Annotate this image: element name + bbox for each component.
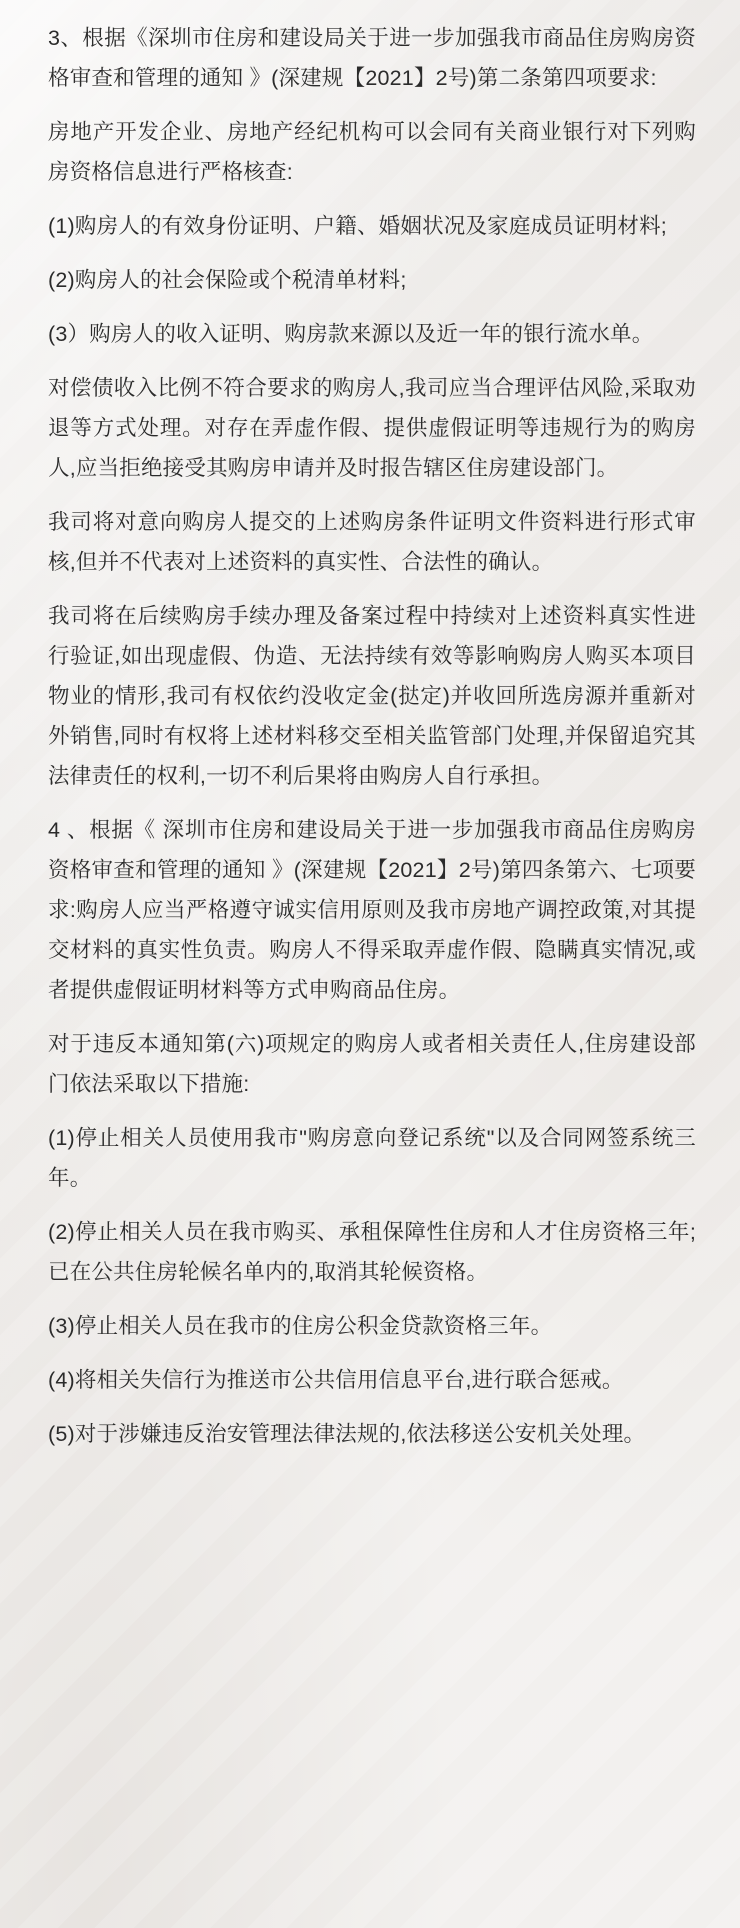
paragraph: 对偿债收入比例不符合要求的购房人,我司应当合理评估风险,采取劝退等方式处理。对存在弄虚作假、提供虚假证明等违规行为的购房人,应当拒绝接受其购房申请并及时报告辖区住房建设部门。 [48, 376, 696, 480]
paragraph: 对于违反本通知第(六)项规定的购房人或者相关责任人,住房建设部门依法采取以下措施: [48, 1032, 696, 1096]
paragraph: (2)购房人的社会保险或个税清单材料; [48, 268, 407, 292]
paragraph: (4)将相关失信行为推送市公共信用信息平台,进行联合惩戒。 [48, 1368, 624, 1392]
paragraph: 房地产开发企业、房地产经纪机构可以会同有关商业银行对下列购房资格信息进行严格核查: [48, 120, 696, 184]
paragraph: (3）购房人的收入证明、购房款来源以及近一年的银行流水单。 [48, 322, 654, 346]
paragraph: (5)对于涉嫌违反治安管理法律法规的,依法移送公安机关处理。 [48, 1422, 646, 1446]
paragraph: (2)停止相关人员在我市购买、承租保障性住房和人才住房资格三年; 已在公共住房轮候名单内的,取消其轮候资格。 [48, 1220, 696, 1284]
paragraph: 4 、根据《 深圳市住房和建设局关于进一步加强我市商品住房购房资格审查和管理的通知 》(深建规【2021】2号)第四条第六、七项要求:购房人应当严格遵守诚实信用原则及我市房地产调控政策,对其提交材料的真实性负责。购房人不得采取弄虚作假、隐瞒真实情况,或者提供虚假证明材料等方式申购商品住房。 [48, 818, 696, 1002]
paragraph: (1)停止相关人员使用我市"购房意向登记系统"以及合同网签系统三年。 [48, 1126, 696, 1190]
paragraph: 3、根据《深圳市住房和建设局关于进一步加强我市商品住房购房资格审查和管理的通知 》(深建规【2021】2号)第二条第四项要求: [48, 26, 696, 90]
paragraph: (3)停止相关人员在我市的住房公积金贷款资格三年。 [48, 1314, 553, 1338]
paragraph: (1)购房人的有效身份证明、户籍、婚姻状况及家庭成员证明材料; [48, 214, 667, 238]
paragraph: 我司将在后续购房手续办理及备案过程中持续对上述资料真实性进行验证,如出现虚假、伪造、无法持续有效等影响购房人购买本项目物业的情形,我司有权依约没收定金(挞定)并收回所选房源并重新对外销售,同时有权将上述材料移交至相关监管部门处理,并保留追究其法律责任的权利,一切不利后果将由购房人自行承担。 [48, 604, 696, 788]
paragraph: 我司将对意向购房人提交的上述购房条件证明文件资料进行形式审核,但并不代表对上述资料的真实性、合法性的确认。 [48, 510, 696, 574]
